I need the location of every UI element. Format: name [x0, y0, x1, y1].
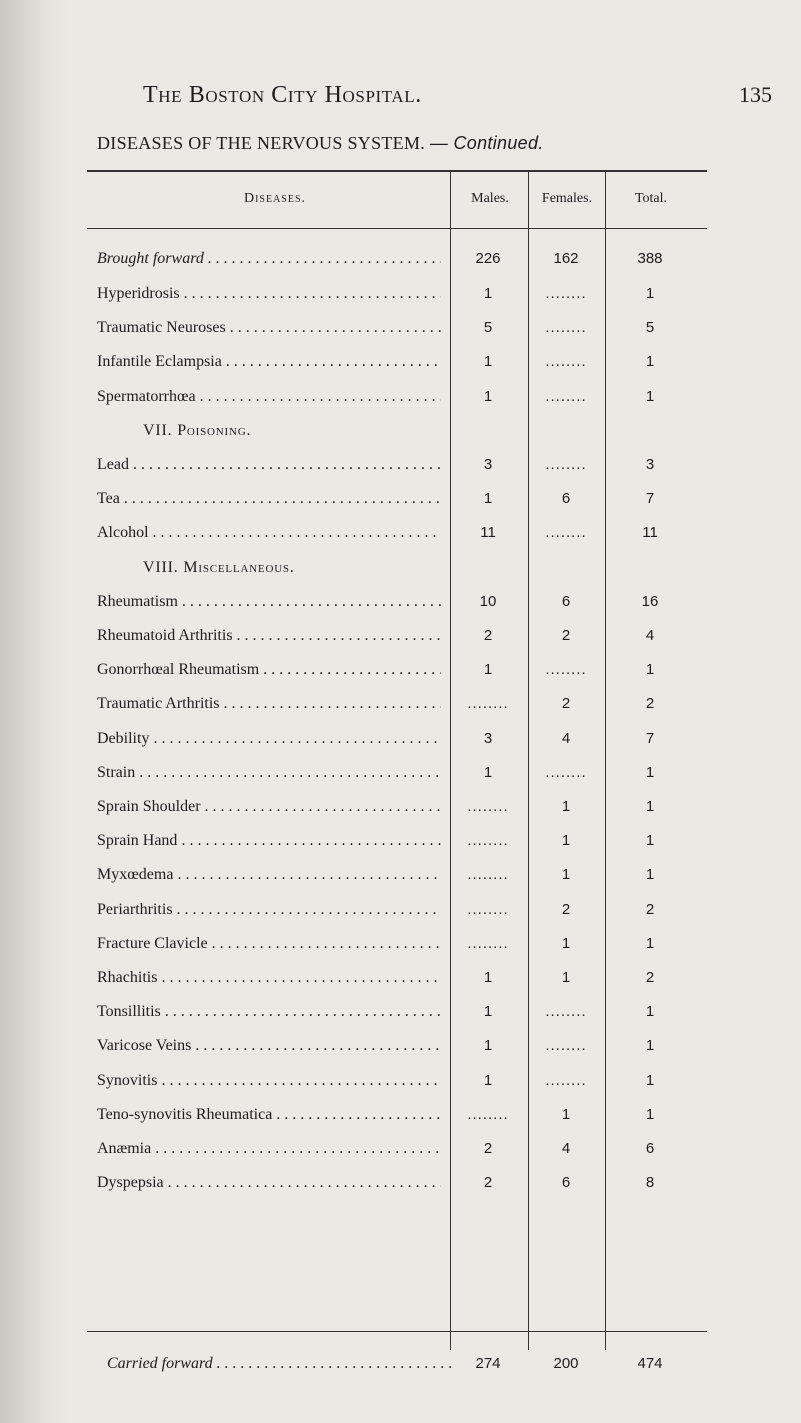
total-cell: 1 — [645, 285, 655, 302]
total-cell: 1 — [645, 1003, 655, 1020]
table-row — [0, 1140, 801, 1166]
total-cell: 2 — [645, 695, 655, 712]
males-cell: 2 — [483, 1174, 493, 1191]
page-number: 135 — [739, 82, 772, 107]
total-cell: 2 — [645, 901, 655, 918]
table-row — [0, 695, 801, 721]
column-header-males: Males. — [471, 191, 509, 206]
total-cell: 11 — [642, 524, 658, 541]
running-title: The Boston City Hospital. — [143, 82, 422, 108]
table-row — [0, 593, 801, 619]
females-cell: ........ — [545, 1072, 587, 1089]
males-cell: ........ — [467, 901, 509, 918]
disease-name: Lead . . . — [97, 456, 441, 474]
females-cell: 1 — [561, 798, 571, 815]
males-cell: 1 — [483, 285, 493, 302]
table-row — [0, 490, 801, 516]
males-cell: ........ — [467, 798, 509, 815]
column-header-total: Total. — [634, 191, 668, 206]
males-cell: 2 — [483, 627, 493, 644]
disease-name: Infantile Eclampsia . . . — [97, 353, 441, 371]
total-cell: 7 — [645, 730, 655, 747]
table-row — [0, 1003, 801, 1029]
disease-name: Traumatic Neuroses . . . — [97, 319, 441, 337]
table-row — [0, 901, 801, 927]
table-row — [0, 661, 801, 687]
females-cell: 1 — [561, 866, 571, 883]
females-cell: ........ — [545, 319, 587, 336]
total-cell: 1 — [645, 661, 655, 678]
disease-name: Sprain Shoulder . . . — [97, 798, 441, 816]
females-cell: 4 — [561, 730, 571, 747]
disease-name: Sprain Hand . . . — [97, 832, 441, 850]
disease-name: Hyperidrosis . . . — [97, 285, 441, 303]
total-cell: 1 — [645, 764, 655, 781]
table-row — [0, 319, 801, 345]
total-cell: 1 — [645, 1106, 655, 1123]
disease-name: Periarthritis . . . — [97, 901, 441, 919]
females-cell: 6 — [561, 593, 571, 610]
table-row — [0, 832, 801, 858]
disease-name: Tonsillitis . . . — [97, 1003, 441, 1021]
table-row — [0, 764, 801, 790]
disease-name: Spermatorrhœa . . . — [97, 388, 441, 406]
males-cell: 5 — [483, 319, 493, 336]
females-cell: 2 — [561, 627, 571, 644]
females-cell: ........ — [545, 764, 587, 781]
disease-name: Rheumatism . . . — [97, 593, 441, 611]
table-row — [0, 969, 801, 995]
total-cell: 1 — [645, 353, 655, 370]
table-row — [0, 866, 801, 892]
males-cell: 226 — [475, 250, 501, 267]
females-cell: ........ — [545, 388, 587, 405]
disease-name: Strain . . . — [97, 764, 441, 782]
column-header-females: Females. — [541, 191, 593, 206]
females-cell: 1 — [561, 969, 571, 986]
section-title — [97, 133, 544, 154]
females-cell: 1 — [561, 832, 571, 849]
males-cell: 3 — [483, 730, 493, 747]
page-header — [0, 82, 801, 112]
disease-name: Fracture Clavicle . . . — [97, 935, 441, 953]
total-cell: 7 — [645, 490, 655, 507]
total-cell: 5 — [645, 319, 655, 336]
total-cell: 1 — [645, 1037, 655, 1054]
disease-name: Varicose Veins . . . — [97, 1037, 441, 1055]
table-row — [0, 1072, 801, 1098]
table-row — [0, 524, 801, 550]
total-cell: 16 — [641, 593, 659, 610]
males-cell: 1 — [483, 969, 493, 986]
header-bottom-rule — [87, 228, 707, 229]
disease-name: Alcohol . . . — [97, 524, 441, 542]
disease-name: Anæmia . . . — [97, 1140, 441, 1158]
females-cell: ........ — [545, 1037, 587, 1054]
total-cell: 388 — [637, 250, 663, 267]
table-row — [0, 627, 801, 653]
section-heading-row — [0, 422, 801, 448]
males-cell: 1 — [483, 1072, 493, 1089]
males-cell: 274 — [475, 1355, 501, 1372]
disease-name: Teno-synovitis Rheumatica . . . — [97, 1106, 441, 1124]
table-top-rule — [87, 170, 707, 172]
females-cell: 2 — [561, 695, 571, 712]
females-cell: 200 — [553, 1355, 579, 1372]
disease-name: Rheumatoid Arthritis . . . — [97, 627, 441, 645]
females-cell: 1 — [561, 935, 571, 952]
males-cell: 1 — [483, 490, 493, 507]
total-cell: 474 — [637, 1355, 663, 1372]
disease-name: Traumatic Arthritis . . . — [97, 695, 441, 713]
column-header-diseases: Diseases. — [243, 191, 307, 206]
row-label: Carried forward . . . — [107, 1355, 451, 1373]
table-row — [0, 285, 801, 311]
males-cell: 2 — [483, 1140, 493, 1157]
table-row-brought-forward — [0, 250, 801, 276]
total-cell: 1 — [645, 832, 655, 849]
total-cell: 1 — [645, 1072, 655, 1089]
total-cell: 4 — [645, 627, 655, 644]
females-cell: 162 — [553, 250, 579, 267]
males-cell: ........ — [467, 832, 509, 849]
table-row — [0, 388, 801, 414]
table-row — [0, 353, 801, 379]
total-cell: 2 — [645, 969, 655, 986]
males-cell: 1 — [483, 1037, 493, 1054]
table-row — [0, 1174, 801, 1200]
females-cell: ........ — [545, 1003, 587, 1020]
disease-name: Myxœdema . . . — [97, 866, 441, 884]
table-row — [0, 798, 801, 824]
table-row — [0, 935, 801, 961]
males-cell: 1 — [483, 353, 493, 370]
males-cell: ........ — [467, 866, 509, 883]
males-cell: 1 — [483, 388, 493, 405]
section-heading-row — [0, 559, 801, 585]
total-cell: 1 — [645, 798, 655, 815]
disease-name: Gonorrhœal Rheumatism . . . — [97, 661, 441, 679]
disease-name: Debility . . . — [97, 730, 441, 748]
females-cell: 6 — [561, 490, 571, 507]
males-cell: ........ — [467, 935, 509, 952]
total-cell: 1 — [645, 935, 655, 952]
row-label: Brought forward . . . — [97, 250, 441, 268]
disease-name: Tea . . . — [97, 490, 441, 508]
females-cell: 6 — [561, 1174, 571, 1191]
females-cell: 2 — [561, 901, 571, 918]
section-title-text: DISEASES OF THE NERVOUS SYSTEM. — [97, 133, 426, 153]
totals-rule — [87, 1331, 707, 1332]
males-cell: 3 — [483, 456, 493, 473]
section-title-continued: — Continued. — [429, 133, 544, 153]
section-heading: VII. Poisoning. — [143, 422, 252, 439]
table-row — [0, 730, 801, 756]
females-cell: ........ — [545, 456, 587, 473]
disease-name: Synovitis . . . — [97, 1072, 441, 1090]
table-row — [0, 456, 801, 482]
disease-name: Dyspepsia . . . — [97, 1174, 441, 1192]
table-row-carried-forward — [0, 1355, 801, 1381]
total-cell: 1 — [645, 866, 655, 883]
males-cell: 1 — [483, 1003, 493, 1020]
females-cell: ........ — [545, 661, 587, 678]
table-row — [0, 1037, 801, 1063]
females-cell: ........ — [545, 285, 587, 302]
females-cell: 4 — [561, 1140, 571, 1157]
table-row — [0, 1106, 801, 1132]
total-cell: 8 — [645, 1174, 655, 1191]
males-cell: ........ — [467, 1106, 509, 1123]
females-cell: ........ — [545, 353, 587, 370]
total-cell: 3 — [645, 456, 655, 473]
total-cell: 1 — [645, 388, 655, 405]
total-cell: 6 — [645, 1140, 655, 1157]
disease-name: Rhachitis . . . — [97, 969, 441, 987]
females-cell: ........ — [545, 524, 587, 541]
males-cell: 1 — [483, 661, 493, 678]
males-cell: 1 — [483, 764, 493, 781]
females-cell: 1 — [561, 1106, 571, 1123]
males-cell: ........ — [467, 695, 509, 712]
section-heading: VIII. Miscellaneous. — [143, 559, 295, 576]
males-cell: 11 — [480, 524, 496, 541]
males-cell: 10 — [479, 593, 497, 610]
